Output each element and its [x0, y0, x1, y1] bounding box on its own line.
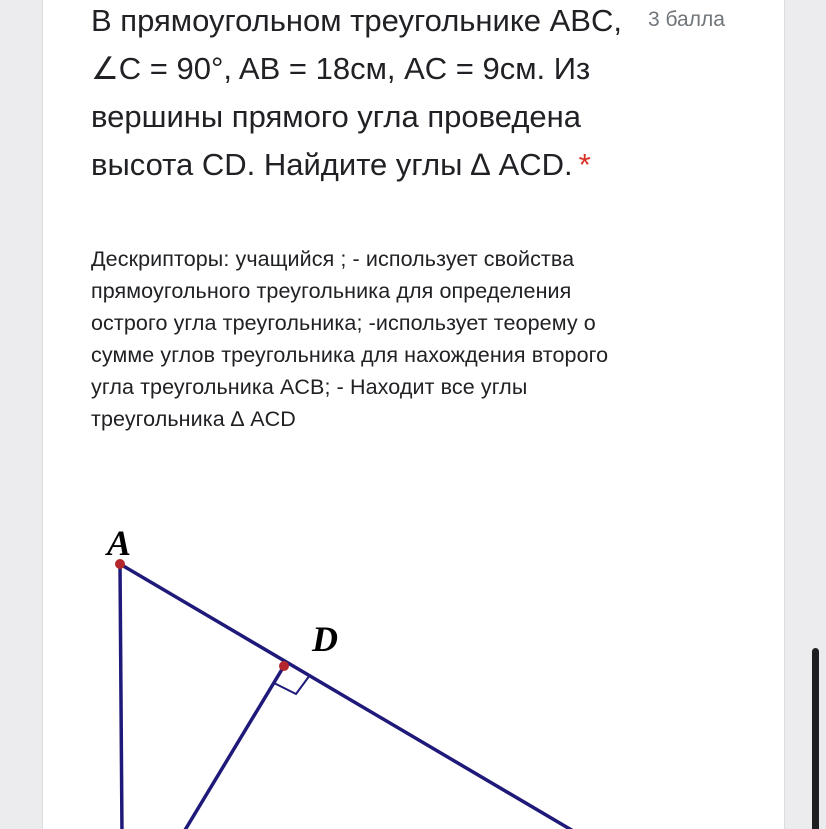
- label-a: A: [107, 523, 132, 563]
- required-star: *: [578, 147, 591, 182]
- label-d: D: [312, 619, 338, 659]
- right-angle-mark: [274, 675, 310, 694]
- point-d: [279, 661, 289, 671]
- points-label: 3 балла: [648, 8, 725, 31]
- hypotenuse-ab: [120, 564, 580, 829]
- scrollbar-thumb[interactable]: [812, 648, 819, 829]
- altitude-cd: [182, 666, 284, 829]
- question-title-text: В прямоугольном треугольнике ABC, ∠C = 90°, AB = 18см, AC = 9см. Из вершины прямого угла проведена высота CD. Найдите углы ∆ ACD.: [91, 3, 622, 182]
- question-title: [91, 0, 651, 189]
- side-ac: [120, 564, 122, 829]
- triangle-figure: [60, 505, 660, 829]
- question-description: Дескрипторы: учащийся ; - использует свойства прямоугольного треугольника для определения острого угла треугольника; -использует теорему о сумме углов треугольника для нахождения второго угла треугольника ACB; - Находит все углы треугольника ∆ ACD: [91, 247, 609, 431]
